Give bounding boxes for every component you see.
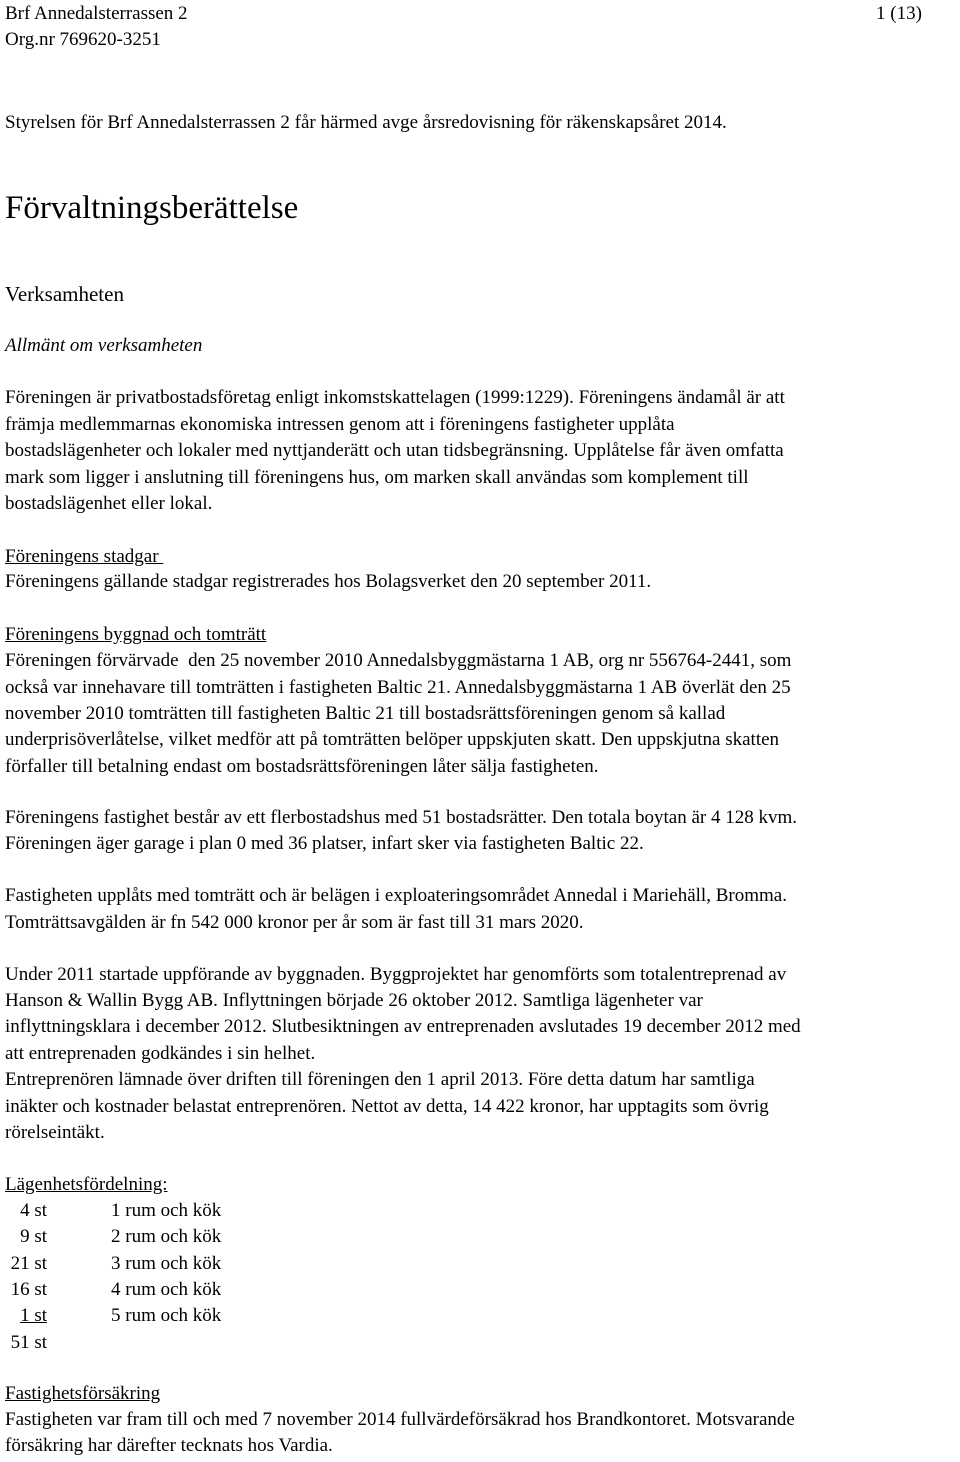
construction-line-7: rörelseintäkt. [5,1122,105,1143]
construction-line-4: att entreprenaden godkändes i sin helhet. [5,1043,316,1064]
general-line-4: mark som ligger i anslutning till föreningens hus, om marken skall användas som komplement till [5,467,749,488]
general-line-2: främja medlemmarnas ekonomiska intressen genom att i föreningens fastigheter upplåta [5,414,675,435]
statutes-heading: Föreningens stadgar [5,546,164,567]
insurance-line-2: försäkring har därefter tecknats hos Vardia. [5,1435,333,1456]
construction-line-1: Under 2011 startade uppförande av byggnaden. Byggprojektet har genomförts som totalentreprenad av [5,964,787,985]
allocation-desc: 4 rum och kök [111,1279,222,1300]
header-org-name: Brf Annedalsterrassen 2 [5,3,188,24]
building-heading: Föreningens byggnad och tomträtt [5,624,267,645]
allocation-desc: 2 rum och kök [111,1226,222,1247]
building-line-2: också var innehavare till tomträtten i fastigheten Baltic 21. Annedalsbyggmästarna 1 AB överlät den 25 [5,677,791,698]
leasehold-line-2: Tomträttsavgälden är fn 542 000 kronor per år som är fast till 31 mars 2020. [5,912,584,933]
insurance-line-1: Fastigheten var fram till och med 7 november 2014 fullvärdeförsäkrad hos Brandkontoret. Motsvarande [5,1409,795,1430]
allocation-desc: 1 rum och kök [111,1200,222,1221]
allocation-desc: 5 rum och kök [111,1305,222,1326]
allocation-count: 21 st [10,1253,47,1274]
construction-line-2: Hanson & Wallin Bygg AB. Inflyttningen började 26 oktober 2012. Samtliga lägenheter var [5,990,703,1011]
insurance-heading: Fastighetsförsäkring [5,1383,161,1404]
statutes-text: Föreningens gällande stadgar registrerades hos Bolagsverket den 20 september 2011. [5,571,652,592]
allocation-total-count: 51 st [10,1332,47,1353]
property-line-1: Föreningens fastighet består av ett flerbostadshus med 51 bostadsrätter. Den totala boytan är 4 128 kvm. [5,807,798,828]
section-heading: Verksamheten [5,282,124,306]
building-line-3: november 2010 tomträtten till fastigheten Baltic 21 till bostadsrättsföreningen genom så kallad [5,703,726,724]
property-line-2: Föreningen äger garage i plan 0 med 36 platser, infart sker via fastigheten Baltic 22. [5,833,644,854]
header-org-nr: Org.nr 769620-3251 [5,29,161,50]
allocation-row [5,1251,221,1277]
general-line-5: bostadslägenhet eller lokal. [5,493,213,514]
intro-text: Styrelsen för Brf Annedalsterrassen 2 får härmed avge årsredovisning för räkenskapsåret 2014. [5,112,727,133]
allocation-row [5,1198,221,1224]
allocation-count: 16 st [10,1279,47,1300]
construction-line-5: Entreprenören lämnade över driften till föreningen den 1 april 2013. Före detta datum har samtliga [5,1069,755,1090]
general-line-3: bostadslägenheter och lokaler med nyttjanderätt och utan tidsbegränsning. Upplåtelse får även omfatta [5,440,784,461]
allocation-row [5,1224,221,1250]
allocation-total [5,1330,47,1356]
leasehold-line-1: Fastigheten upplåts med tomträtt och är belägen i exploateringsområdet Annedal i Mariehäll, Bromma. [5,885,787,906]
building-line-1: Föreningen förvärvade den 25 november 2010 Annedalsbyggmästarna 1 AB, org nr 556764-2441, som [5,650,792,671]
page-title: Förvaltningsberättelse [5,190,299,226]
allocation-heading: Lägenhetsfördelning: [5,1174,168,1195]
allocation-row [5,1303,221,1329]
allocation-count: 1 st [20,1305,47,1326]
allocation-desc: 3 rum och kök [111,1253,222,1274]
general-line-1: Föreningen är privatbostadsföretag enligt inkomstskattelagen (1999:1229). Föreningens ändamål är att [5,387,785,408]
construction-line-3: inflyttningsklara i december 2012. Slutbesiktningen av entreprenaden avslutades 19 december 2012 med [5,1016,801,1037]
building-line-4: underprisöverlåtelse, vilket medför att på tomträtten belöper uppskjuten skatt. Den uppskjutna skatten [5,729,780,750]
subsection-heading: Allmänt om verksamheten [5,335,203,356]
page-number: 1 (13) [876,3,922,24]
allocation-count: 4 st [20,1200,47,1221]
allocation-count: 9 st [20,1226,47,1247]
building-line-5: förfaller till betalning endast om bostadsrättsföreningen låter sälja fastigheten. [5,756,599,777]
allocation-row [5,1277,221,1303]
construction-line-6: inäkter och kostnader belastat entreprenören. Nettot av detta, 14 422 kronor, har upptagits som övrig [5,1096,769,1117]
